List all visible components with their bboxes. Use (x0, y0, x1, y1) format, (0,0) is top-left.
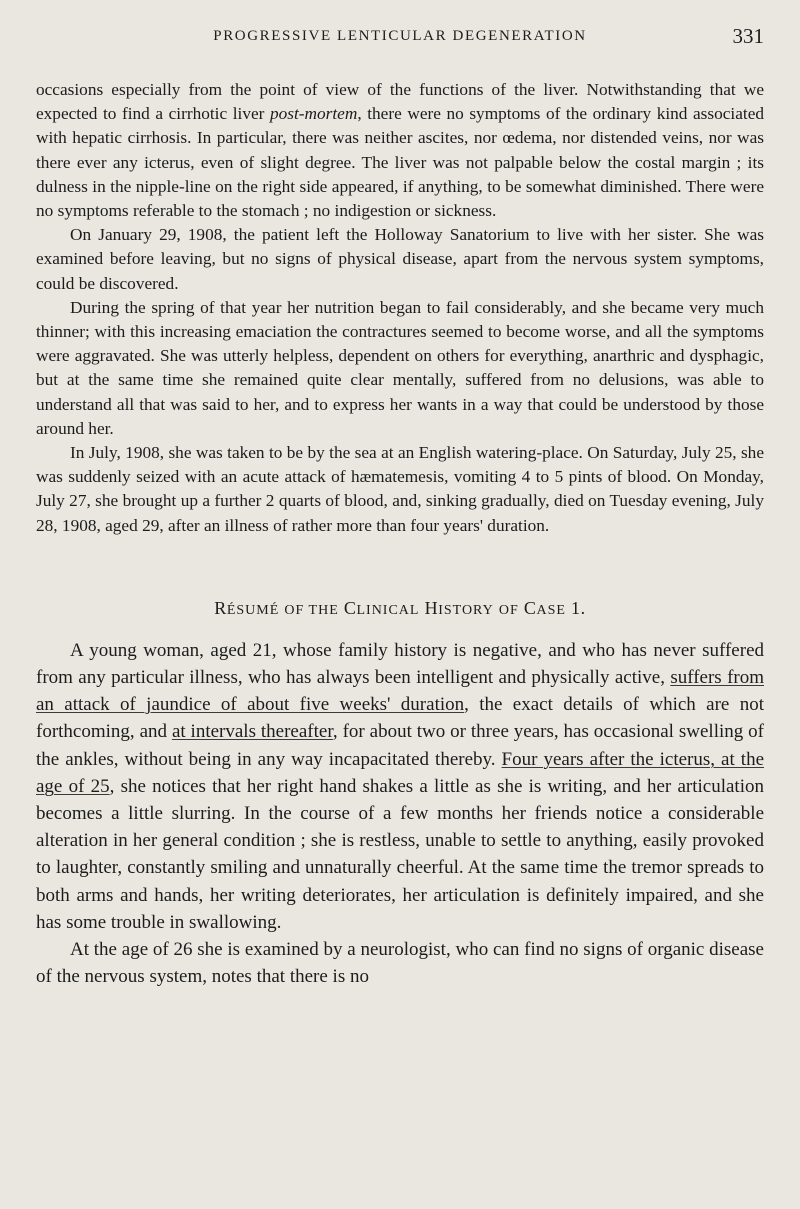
body-text-top (36, 78, 764, 538)
running-title: PROGRESSIVE LENTICULAR DEGENERATION (213, 28, 587, 44)
resume-paragraph-2: At the age of 26 she is examined by a neurologist, who can find no signs of organic disease of the nervous system, notes that there is no (36, 939, 764, 988)
heading-c2: C (523, 597, 537, 618)
page-number: 331 (732, 24, 764, 48)
heading-istory: ISTORY (438, 602, 494, 618)
heading-esume: ÉSUMÉ (226, 602, 280, 618)
heading-c: C (343, 597, 357, 618)
resume-text-a: A young woman, aged 21, whose family history is negative, and who has never suffered from any particular illness, who has always been intelligent and physically active, (36, 639, 764, 689)
resume-text-d: , she notices that her right hand shakes a little as she is writing, and her articulation becomes a little slurring. In the course of a few months her friends notice a considerable alteration in her general condition ; she is restless, unable to settle to anything, easily provoked to laughter, constantly smiling and unnaturally cheerful. At the same time the tremor spreads to both arms and hands, her writing deteriorates, her articulation is definitely impaired, and she has some trouble in swallowing. (36, 775, 764, 933)
underlined-intervals: at intervals thereafter (171, 721, 333, 743)
paragraph-4: In July, 1908, she was taken to be by the sea at an English watering-place. On Saturday, July 25, she was suddenly seized with an acute attack of hæmatemesis, vomiting 4 to 5 pints of blood. On Monday, July 27, she brought up a further 2 quarts of blood, and, sinking gradually, died on Tuesday evening, July 28, 1908, aged 29, after an illness of rather more than four years' duration. (36, 443, 764, 535)
heading-ase: ASE (536, 602, 566, 618)
heading-linical: LINICAL (356, 602, 420, 618)
underlined-four-years: Four years after the icterus, at the age of 25 (36, 748, 764, 797)
section-heading (36, 598, 764, 619)
body-text-resume (36, 637, 764, 991)
resume-text-c: , for about two or three years, has occasional swelling of the ankles, without being in any way incapacitated thereby. (36, 721, 764, 770)
running-head (36, 24, 764, 58)
heading-of-the: OF THE (284, 602, 339, 618)
underlined-jaundice: suffers from an attack of jaundice of about five weeks' duration (36, 667, 764, 716)
paragraph-3: During the spring of that year her nutrition began to fail considerably, and she became very much thinner; with this increasing emaciation the contractures seemed to become worse, and all the symptoms were aggravated. She was utterly helpless, dependent on others for everything, anarthric and dysphagic, but at the same time she remained quite clear mentally, suffered from no delusions, was able to understand all that was said to her, and to express her wants in a way that could be understood by those around her. (36, 297, 764, 438)
heading-of: OF (498, 602, 519, 618)
paragraph-2: On January 29, 1908, the patient left the Holloway Sanatorium to live with her sister. She was examined before leaving, but no signs of physical disease, apart from the nervous system symptoms, could be discovered. (36, 225, 764, 293)
italic-post-mortem: post-mortem (269, 104, 358, 124)
paragraph-1: occasions especially from the point of view of the functions of the liver. Notwithstanding that we expected to find a cirrhotic liver post-mortem, there were no symptoms of the ordinary kind associated with hepatic cirrhosis. In particular, there was neither ascites, nor œdema, nor distended veins, nor was there ever any icterus, even of slight degree. The liver was not palpable below the costal margin ; its dulness in the nipple-line on the right side appeared, if anything, to be somewhat diminished. There were no symptoms referable to the stomach ; no indigestion or sickness. (36, 80, 764, 221)
heading-number: 1. (571, 597, 586, 618)
resume-paragraph-1 (36, 637, 764, 936)
heading-h: H (424, 597, 439, 618)
heading-r: R (214, 597, 227, 618)
resume-text-b: , the exact details of which are not forthcoming, and (36, 694, 764, 743)
